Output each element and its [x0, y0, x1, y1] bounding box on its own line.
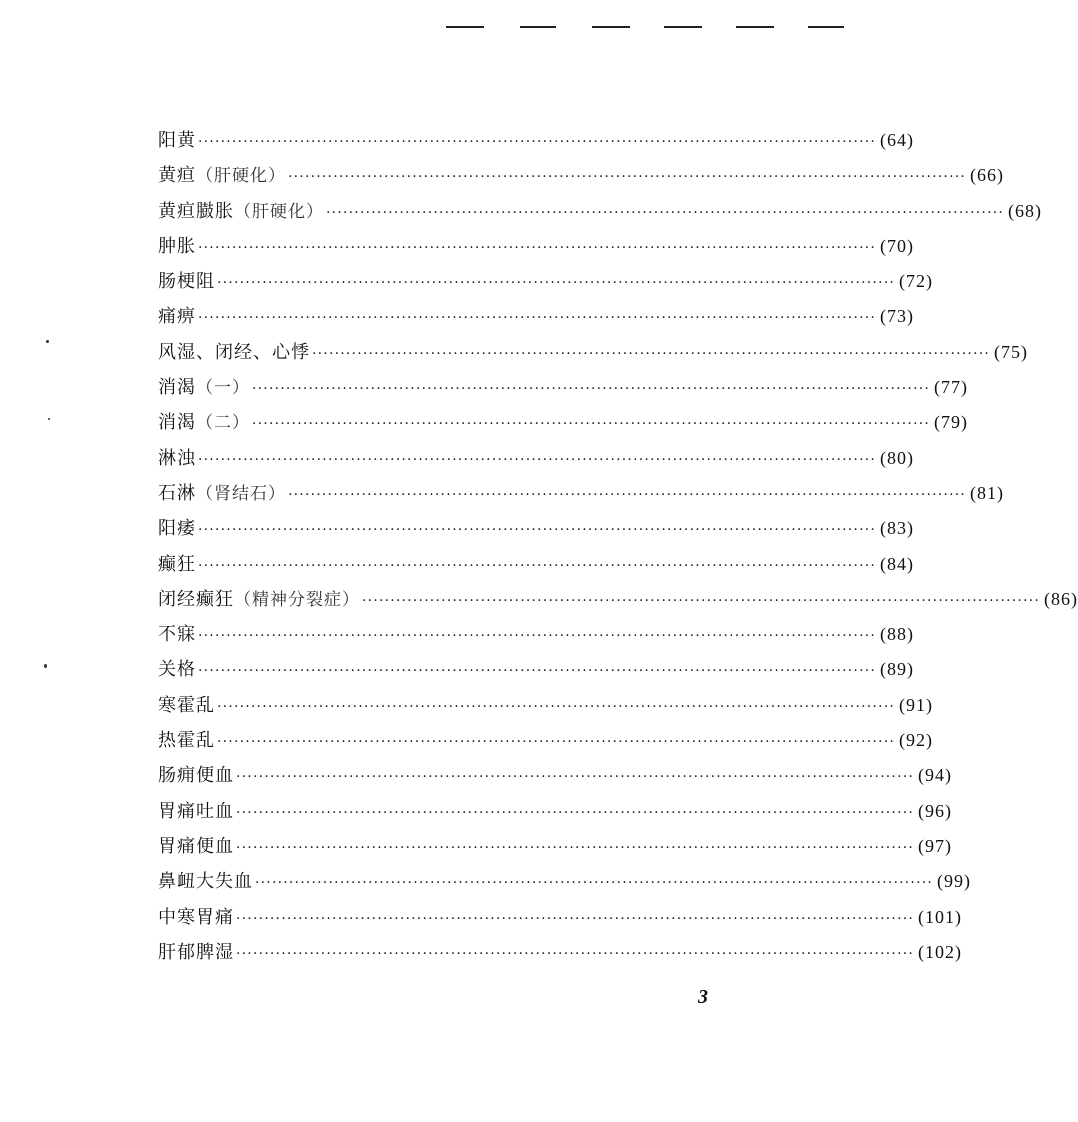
toc-leader-dots: ························································································································ [198, 239, 877, 256]
toc-entry-title [158, 832, 234, 858]
toc-entry-title [158, 373, 250, 399]
toc-leader-dots: ························································································································ [198, 522, 877, 539]
toc-entry-page: (81) [970, 482, 1005, 503]
toc-entry [158, 338, 1029, 373]
toc-entry [158, 514, 915, 549]
toc-entry-title-text: 闭经癫狂 [158, 588, 234, 610]
page-number: 3 [698, 986, 708, 1008]
toc-entry [158, 903, 963, 938]
toc-entry [158, 232, 915, 267]
toc-entry-title-text: 胃痛吐血 [158, 800, 234, 822]
toc-entry-page: (99) [937, 871, 972, 892]
header-dash [520, 26, 556, 28]
toc-entry-page: (83) [880, 518, 915, 539]
toc-leader-dots: ························································································································ [198, 451, 877, 468]
toc-entry-page: (97) [918, 835, 953, 856]
toc-entry-page: (91) [899, 694, 934, 715]
toc-entry-title-text: 癫狂 [158, 553, 196, 575]
toc-entry-title [158, 726, 215, 752]
toc-leader-dots: ························································································································ [288, 169, 967, 186]
toc-leader-dots: ························································································································ [198, 628, 877, 645]
toc-entry-subtitle: （精神分裂症） [234, 589, 360, 610]
toc-entry-subtitle: （肝硬化） [196, 166, 286, 187]
toc-entry [158, 797, 953, 832]
scan-speck [48, 418, 50, 420]
toc-leader-dots: ························································································································ [255, 875, 934, 892]
toc-entry-page: (92) [899, 730, 934, 751]
toc-leader-dots: ························································································································ [362, 592, 1041, 609]
toc-entry [158, 655, 915, 690]
toc-entry [158, 867, 972, 902]
toc-entry-title [158, 232, 196, 258]
toc-entry-title-text: 石淋 [158, 482, 196, 504]
toc-entry-title-text: 不寐 [158, 624, 196, 646]
toc-entry-title [158, 197, 324, 223]
toc-entry-title-text: 消渴 [158, 412, 196, 434]
toc-leader-dots: ························································································································ [288, 486, 967, 503]
header-rule [446, 26, 866, 30]
toc-entry [158, 691, 934, 726]
toc-entry-page: (68) [1008, 200, 1043, 221]
toc-entry-page: (80) [880, 447, 915, 468]
toc-leader-dots: ························································································································ [217, 698, 896, 715]
toc-entry-page: (101) [918, 906, 963, 927]
toc-entry [158, 161, 1005, 196]
toc-entry-subtitle: （一） [196, 378, 250, 399]
toc-entry-title-text: 肝郁脾湿 [158, 941, 234, 963]
scan-speck [46, 340, 49, 343]
toc-entry [158, 479, 1005, 514]
toc-entry-page: (75) [994, 341, 1029, 362]
header-dash [664, 26, 702, 28]
toc-entry [158, 620, 915, 655]
toc-entry-title-text: 阳黄 [158, 130, 196, 151]
toc-entry [158, 302, 915, 337]
toc-entry-page: (102) [918, 941, 963, 962]
toc-leader-dots: ························································································································ [236, 804, 915, 821]
toc-entry-title-text: 肠痈便血 [158, 765, 234, 787]
toc-entry-title [158, 479, 286, 505]
toc-entry-title-text: 阳痿 [158, 518, 196, 540]
toc-entry-title [158, 585, 360, 611]
toc-leader-dots: ························································································································ [326, 204, 1005, 221]
toc-entry-title-text: 肠梗阻 [158, 271, 215, 293]
toc-leader-dots: ························································································································ [217, 734, 896, 751]
toc-entry-page: (73) [880, 306, 915, 327]
toc-leader-dots: ························································································································ [236, 945, 915, 962]
toc-entry [158, 408, 969, 443]
toc-entry [158, 197, 1043, 232]
toc-entry-title-text: 关格 [158, 659, 196, 681]
toc-entry [158, 938, 963, 973]
toc-entry-title [158, 550, 196, 576]
toc-entry-page: (96) [918, 800, 953, 821]
toc-entry-page: (84) [880, 553, 915, 574]
toc-leader-dots: ························································································································ [236, 839, 915, 856]
table-of-contents [158, 126, 1078, 973]
toc-entry-subtitle: （肾结石） [196, 483, 286, 504]
toc-entry-title [158, 903, 234, 929]
header-dash [446, 26, 484, 28]
toc-entry-title-text: 胃痛便血 [158, 835, 234, 857]
toc-entry-page: (66) [970, 165, 1005, 186]
toc-entry-title-text: 黄疸臌胀 [158, 200, 234, 222]
header-dash [808, 26, 844, 28]
toc-entry-title [158, 408, 250, 434]
toc-leader-dots: ························································································································ [198, 134, 877, 150]
toc-entry-title [158, 761, 234, 787]
toc-leader-dots: ························································································································ [198, 557, 877, 574]
toc-entry-title-text: 风湿、闭经、心悸 [158, 341, 310, 363]
toc-entry-title [158, 267, 215, 293]
toc-entry-title-text: 寒霍乱 [158, 694, 215, 716]
toc-entry-subtitle: （二） [196, 413, 250, 434]
toc-leader-dots: ························································································································ [198, 310, 877, 327]
toc-leader-dots: ························································································································ [217, 275, 896, 292]
header-dash [736, 26, 774, 28]
toc-entry-title [158, 691, 215, 717]
toc-entry-title [158, 302, 196, 328]
toc-entry-subtitle: （肝硬化） [234, 201, 324, 222]
toc-entry-title [158, 938, 234, 964]
toc-leader-dots: ························································································································ [252, 416, 931, 433]
toc-entry-title-text: 肿胀 [158, 235, 196, 257]
toc-leader-dots: ························································································································ [198, 663, 877, 680]
toc-entry-page: (70) [880, 235, 915, 256]
toc-entry-title-text: 鼻衄大失血 [158, 871, 253, 893]
toc-entry-title [158, 338, 310, 364]
toc-leader-dots: ························································································································ [252, 381, 931, 398]
toc-entry-title [158, 444, 196, 470]
toc-entry-page: (89) [880, 659, 915, 680]
toc-entry-title [158, 620, 196, 646]
toc-entry-page: (94) [918, 765, 953, 786]
toc-entry-page: (64) [880, 130, 915, 150]
toc-entry [158, 444, 915, 479]
header-dash [592, 26, 630, 28]
toc-entry [158, 761, 953, 796]
toc-entry-title [158, 514, 196, 540]
toc-entry-title-text: 黄疸 [158, 165, 196, 187]
toc-entry [158, 832, 953, 867]
toc-entry-title-text: 痛痹 [158, 306, 196, 328]
toc-entry-title [158, 161, 286, 187]
toc-entry [158, 550, 915, 585]
toc-leader-dots: ························································································································ [236, 910, 915, 927]
toc-entry [158, 267, 934, 302]
toc-entry-page: (88) [880, 624, 915, 645]
toc-entry-page: (72) [899, 271, 934, 292]
toc-entry [158, 585, 1078, 620]
toc-entry-page: (77) [934, 377, 969, 398]
toc-entry-page: (86) [1044, 588, 1078, 609]
toc-entry-title-text: 淋浊 [158, 447, 196, 469]
toc-entry-page: (79) [934, 412, 969, 433]
scan-speck [44, 664, 47, 668]
toc-entry [158, 126, 915, 161]
toc-entry-title-text: 热霍乱 [158, 730, 215, 752]
toc-entry [158, 373, 969, 408]
toc-entry-title-text: 消渴 [158, 377, 196, 399]
toc-entry-title [158, 797, 234, 823]
toc-leader-dots: ························································································································ [312, 345, 991, 362]
toc-entry [158, 726, 934, 761]
toc-leader-dots: ························································································································ [236, 769, 915, 786]
toc-entry-title-text: 中寒胃痛 [158, 906, 234, 928]
toc-entry-title [158, 126, 196, 152]
toc-entry-title [158, 867, 253, 893]
toc-entry-title [158, 655, 196, 681]
